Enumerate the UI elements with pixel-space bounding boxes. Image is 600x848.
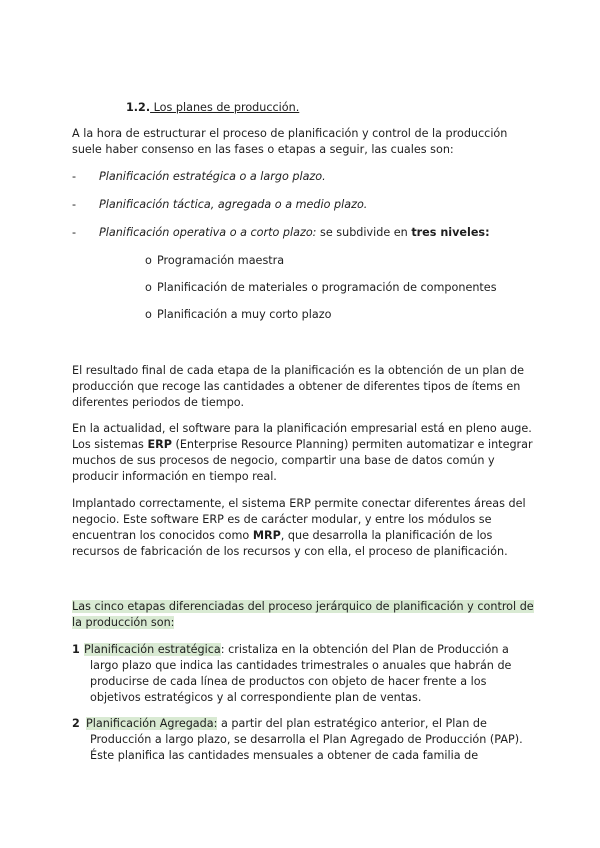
para3-text: encuentran los conocidos como bbox=[72, 529, 253, 542]
section-number: 1.2. bbox=[126, 101, 151, 114]
para2-line: muchos de sus procesos de negocio, compartir una base de datos común y bbox=[72, 454, 495, 467]
section-title: Los planes de producción. bbox=[150, 101, 300, 114]
highlight-text: la producción son: bbox=[72, 616, 175, 629]
phase-text bbox=[99, 198, 367, 211]
phase-item bbox=[0, 198, 600, 214]
phase-dash: - bbox=[72, 226, 77, 239]
phase-dash: - bbox=[72, 170, 77, 183]
stage-label: Planificación estratégica bbox=[84, 643, 221, 656]
para2-text: (Enterprise Resource Planning) permiten automatizar e integrar bbox=[171, 438, 533, 451]
erp-term: ERP bbox=[147, 438, 172, 451]
phase-text bbox=[99, 170, 326, 183]
stage-line: Producción a largo plazo, se desarrolla el Plan Agregado de Producción (PAP). bbox=[90, 733, 523, 746]
stage-line: producirse de cada línea de productos con objeto de hacer frente a los bbox=[90, 675, 487, 688]
level-item bbox=[145, 254, 284, 267]
highlight-line bbox=[72, 615, 174, 631]
para3-line bbox=[72, 528, 492, 544]
phase-bold: tres niveles: bbox=[411, 226, 490, 239]
level-marker: o bbox=[145, 308, 152, 321]
para3-line: recursos de fabricación de los recursos y con ella, el proceso de planificación. bbox=[72, 545, 508, 558]
stage-line: largo plazo que indica las cantidades trimestrales o anuales que habrán de bbox=[90, 659, 512, 672]
para2-text: Los sistemas bbox=[72, 438, 148, 451]
stage-label: Planificación Agregada: bbox=[86, 717, 218, 730]
para2-line bbox=[72, 437, 533, 453]
para3-text: , que desarrolla la planificación de los bbox=[280, 529, 493, 542]
level-label: Programación maestra bbox=[157, 254, 285, 267]
stage-number: 1 bbox=[72, 643, 80, 656]
level-item bbox=[145, 308, 331, 321]
phase-item bbox=[0, 170, 600, 186]
level-marker: o bbox=[145, 281, 152, 294]
level-marker: o bbox=[145, 254, 152, 267]
para2-line: producir información en tiempo real. bbox=[72, 470, 277, 483]
para1-line: diferentes periodos de tiempo. bbox=[72, 396, 245, 409]
highlight-text: Las cinco etapas diferenciadas del proceso jerárquico de planificación y control de bbox=[72, 600, 534, 613]
stage-text: a partir del plan estratégico anterior, el Plan de bbox=[217, 717, 487, 730]
phase-italic: Planificación operativa o a corto plazo: bbox=[99, 226, 317, 239]
level-label: Planificación a muy corto plazo bbox=[157, 308, 332, 321]
phase-normal: se subdivide en bbox=[316, 226, 412, 239]
para2-line: En la actualidad, el software para la planificación empresarial está en pleno auge. bbox=[72, 422, 532, 435]
stage-line: Éste planifica las cantidades mensuales a obtener de cada familia de bbox=[90, 749, 479, 762]
section-heading bbox=[126, 100, 299, 116]
phase-item bbox=[0, 226, 600, 242]
mrp-term: MRP bbox=[252, 529, 281, 542]
level-item bbox=[145, 281, 497, 294]
level-label: Planificación de materiales o programación de componentes bbox=[157, 281, 497, 294]
intro-line: suele haber consenso en las fases o etapas a seguir, las cuales son: bbox=[72, 143, 454, 156]
phase-text bbox=[99, 226, 490, 239]
stage-text: : cristaliza en la obtención del Plan de Producción a bbox=[220, 643, 509, 656]
phase-dash: - bbox=[72, 198, 77, 211]
highlight-line bbox=[72, 599, 534, 615]
para1-line: El resultado final de cada etapa de la planificación es la obtención de un plan de bbox=[72, 364, 525, 377]
para1-line: producción que recoge las cantidades a obtener de diferentes tipos de ítems en bbox=[72, 380, 521, 393]
para3-line: Implantado correctamente, el sistema ERP permite conectar diferentes áreas del bbox=[72, 497, 526, 510]
stage-line bbox=[86, 716, 487, 732]
stage-number: 2 bbox=[72, 717, 80, 730]
phase-italic: Planificación estratégica o a largo plazo. bbox=[99, 170, 326, 183]
para3-line: negocio. Este software ERP es de carácter modular, y entre los módulos se bbox=[72, 513, 492, 526]
stage-line: objetivos estratégicos y al correspondiente plan de ventas. bbox=[90, 691, 422, 704]
intro-line: A la hora de estructurar el proceso de planificación y control de la producción bbox=[72, 127, 508, 140]
stage-line bbox=[84, 642, 509, 658]
phase-italic: Planificación táctica, agregada o a medio plazo. bbox=[99, 198, 368, 211]
